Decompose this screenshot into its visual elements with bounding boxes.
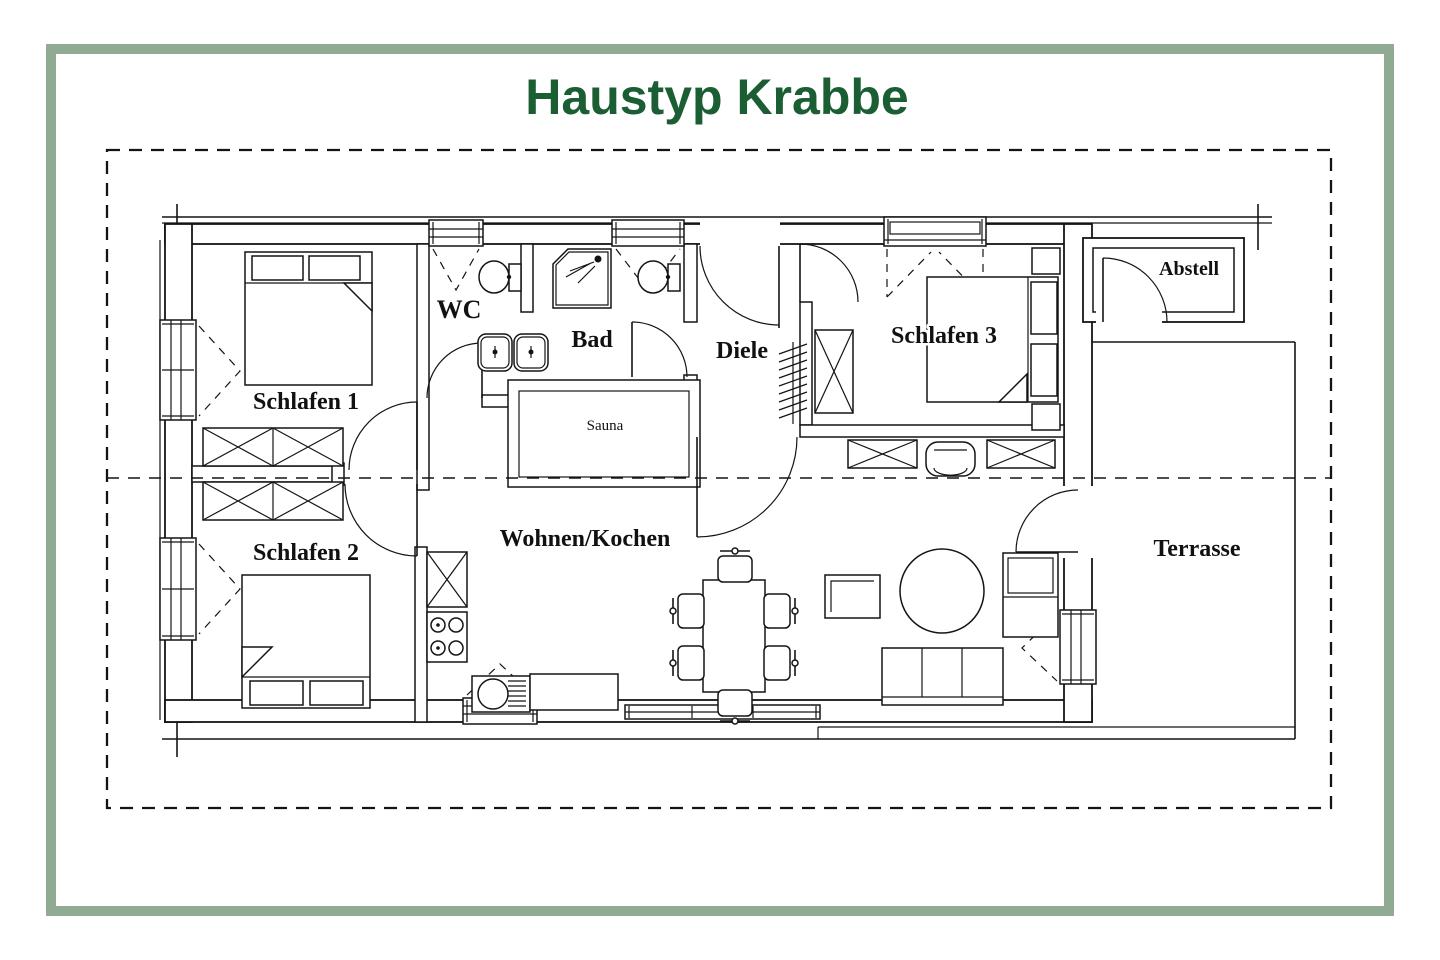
tv-cabinet — [825, 575, 880, 618]
door-schlafen1 — [349, 402, 417, 470]
wardrobe-schlafen1 — [203, 428, 343, 466]
kitchen-counter — [530, 674, 618, 710]
room-label-wohnen-kochen: Wohnen/Kochen — [499, 526, 671, 552]
wardrobe-schlafen2 — [203, 482, 343, 520]
window-wc — [429, 220, 483, 246]
room-label-sauna: Sauna — [586, 418, 624, 434]
sofa — [882, 648, 1003, 705]
toilet-bad — [638, 261, 680, 293]
bed-schlafen1 — [245, 252, 372, 385]
kitchen-block — [427, 552, 618, 712]
bed-schlafen2 — [242, 575, 370, 708]
sideboard — [848, 440, 1055, 476]
room-label-abstell: Abstell — [1159, 258, 1219, 280]
armchair — [1003, 553, 1058, 637]
door-wc — [427, 343, 482, 398]
door-bad — [632, 322, 687, 377]
window-wohnen-ost — [1060, 610, 1096, 684]
entry-door — [700, 246, 779, 328]
window-schlafen2 — [160, 538, 196, 640]
double-sink — [478, 334, 548, 371]
page-title: Haustyp Krabbe — [525, 69, 909, 125]
room-label-terrasse: Terrasse — [1153, 536, 1241, 562]
wardrobe-schlafen3 — [815, 330, 853, 413]
toilet-wc — [479, 261, 521, 293]
window-schlafen1 — [160, 320, 196, 420]
window-schlafen3 — [884, 217, 986, 246]
room-label-wc: WC — [436, 295, 482, 324]
room-label-schlafen3: Schlafen 3 — [890, 323, 998, 349]
round-table — [900, 549, 984, 633]
door-diele-schlafen3 — [800, 244, 858, 302]
room-label-diele: Diele — [716, 338, 768, 364]
window-bad — [612, 220, 684, 246]
room-label-bad: Bad — [571, 327, 613, 353]
dining-table — [703, 580, 765, 692]
room-label-schlafen1: Schlafen 1 — [252, 389, 360, 415]
room-label-schlafen2: Schlafen 2 — [252, 540, 360, 566]
abstell-room — [1083, 238, 1244, 325]
door-flur-wohnen — [697, 437, 797, 537]
dining-set — [670, 548, 798, 724]
shower — [553, 249, 611, 308]
